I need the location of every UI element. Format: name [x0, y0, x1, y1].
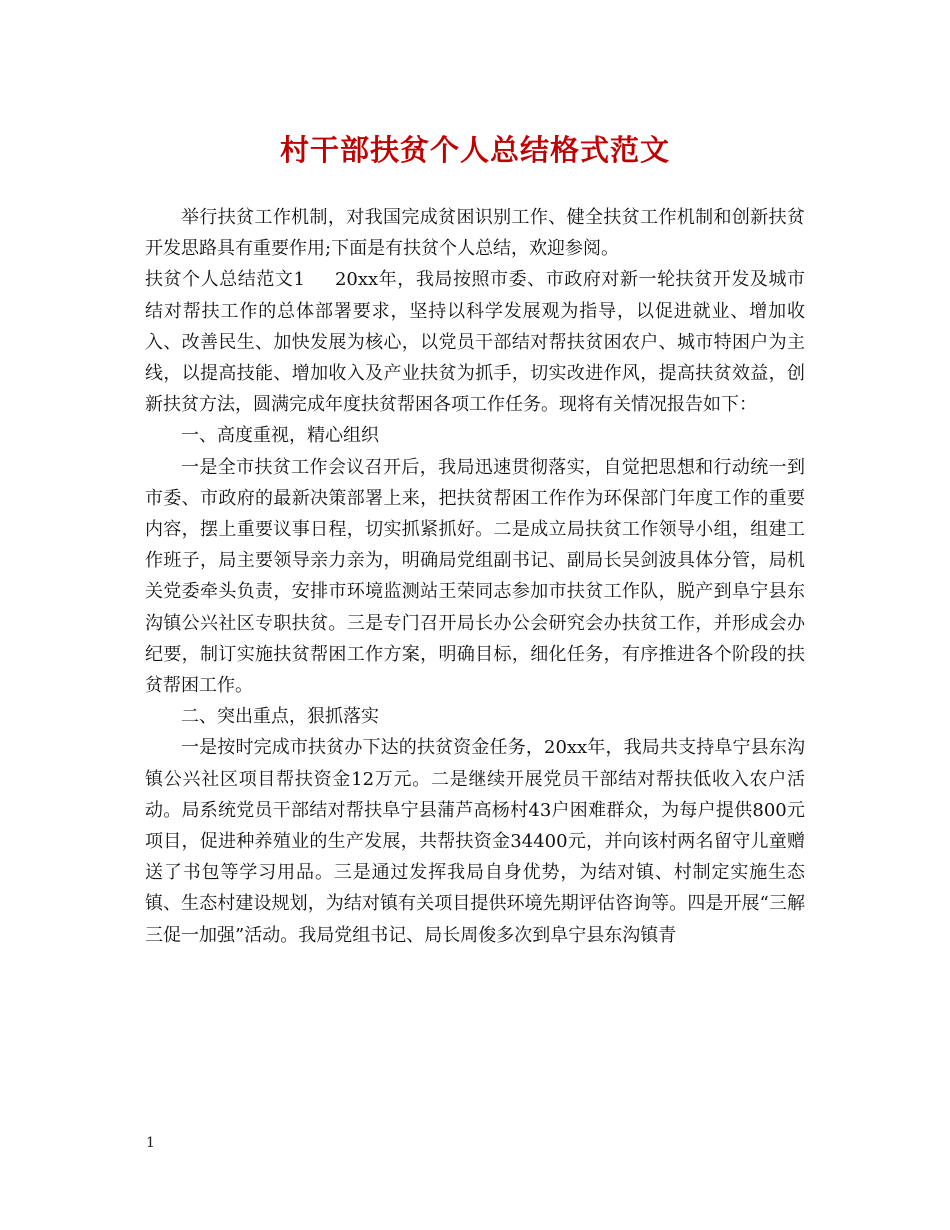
section-heading-2: 二、突出重点，狠抓落实 [181, 706, 379, 728]
section-heading-1: 一、高度重视，精心组织 [181, 425, 379, 447]
sample-paragraph-block [145, 264, 805, 420]
sample-label: 扶贫个人总结范文1 [145, 269, 305, 291]
section-paragraph-1: 一是全市扶贫工作会议召开后，我局迅速贯彻落实，自觉把思想和行动统一到市委、市政府的最新决策部署上来，把扶贫帮困工作作为环保部门年度工作的重要内容，摆上重要议事日程，切实抓紧抓好。二是成立局扶贫工作领导小组，组建工作班子，局主要领导亲力亲为，明确局党组副书记、副局长吴剑波具体分管，局机关党委牵头负责，安排市环境监测站王荣同志参加市扶贫工作队，脱产到阜宁县东沟镇公兴社区专职扶贫。三是专门召开局长办公会研究会办扶贫工作，并形成会办纪要，制订实施扶贫帮困工作方案，明确目标，细化任务，有序推进各个阶段的扶贫帮困工作。 [145, 456, 805, 697]
section-paragraph-2: 一是按时完成市扶贫办下达的扶贫资金任务，20xx年，我局共支持阜宁县东沟镇公兴社区项目帮扶资金12万元。二是继续开展党员干部结对帮扶低收入农户活动。局系统党员干部结对帮扶阜宁县蒲芦高杨村43户困难群众，为每户提供800元项目，促进种养殖业的生产发展，共帮扶资金34400元，并向该村两名留守儿童赠送了书包等学习用品。三是通过发挥我局自身优势，为结对镇、村制定实施生态镇、生态村建设规划，为结对镇有关项目提供环境先期评估咨询等。四是开展“三解三促一加强”活动。我局党组书记、局长周俊多次到阜宁县东沟镇青 [145, 737, 805, 946]
sample-paragraph: 20xx年，我局按照市委、市政府对新一轮扶贫开发及城市结对帮扶工作的总体部署要求，坚持以科学发展观为指导，以促进就业、增加收入、改善民生、加快发展为核心，以党员干部结对帮扶贫困农户、城市特困户为主线，以提高技能、增加收入及产业扶贫为抓手，切实改进作风，提高扶贫效益，创新扶贫方法，圆满完成年度扶贫帮困各项工作任务。现将有关情况报告如下： [145, 269, 805, 416]
document-title: 村干部扶贫个人总结格式范文 [279, 133, 670, 167]
intro-paragraph: 举行扶贫工作机制，对我国完成贫困识别工作、健全扶贫工作机制和创新扶贫开发思路具有重要作用;下面是有扶贫个人总结，欢迎参阅。 [145, 207, 805, 260]
document-body [145, 202, 805, 951]
page-number: 1 [146, 1135, 155, 1151]
